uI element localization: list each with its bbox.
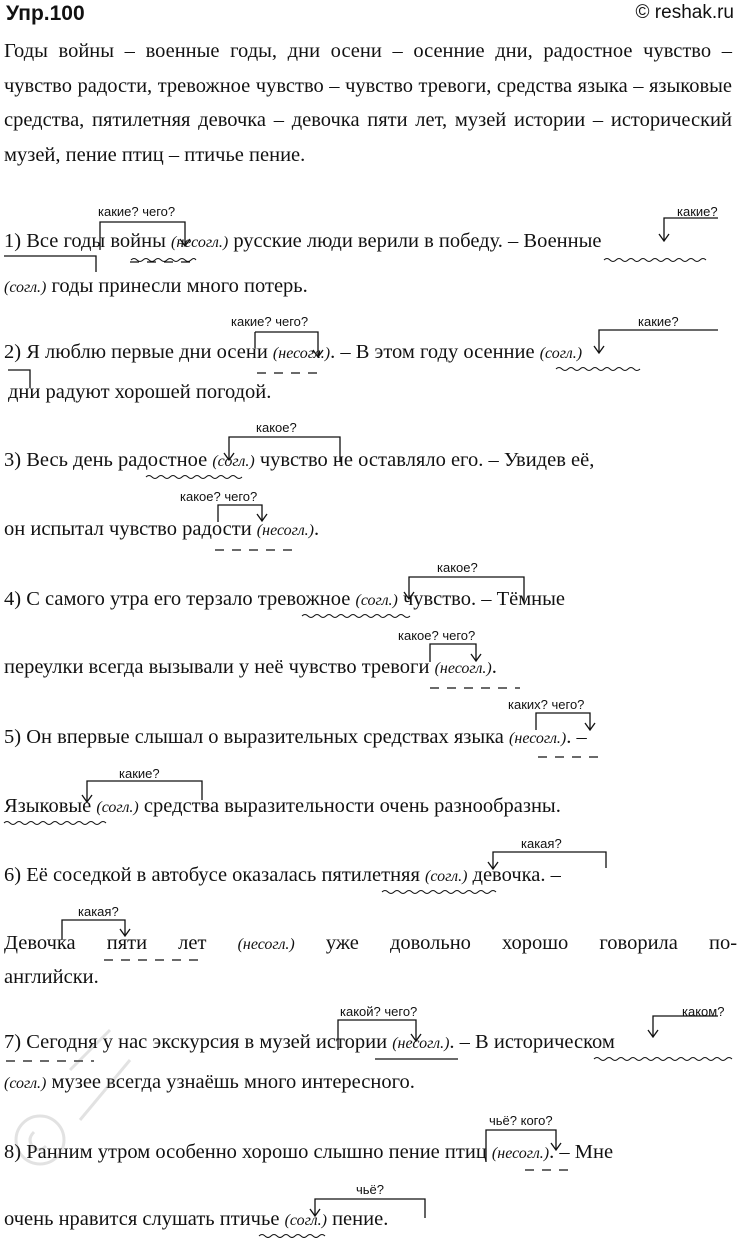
question-label: какие? bbox=[638, 314, 679, 329]
type-mark: (несогл.) bbox=[509, 730, 567, 747]
sentence-7b: (согл.) музее всегда узнаёшь много интересного. bbox=[4, 1071, 415, 1093]
dependent-word: осенние bbox=[463, 341, 535, 363]
question-label: каких? чего? bbox=[508, 697, 585, 712]
copyright: © reshak.ru bbox=[635, 2, 734, 23]
type-mark: (несогл.) bbox=[491, 1145, 550, 1162]
dependent-word: птиц bbox=[444, 1141, 487, 1163]
type-mark: (согл.) bbox=[212, 453, 255, 470]
sentence-7a: 7) Сегодня у нас экскурсия в музей истории (несогл.). – В историческом bbox=[4, 1031, 615, 1053]
type-mark: (согл.) bbox=[425, 868, 468, 885]
sentence-5b: Языковые (согл.) средства выразительности очень разнообразны. bbox=[4, 795, 561, 817]
dependent-word: истории bbox=[315, 1031, 388, 1053]
type-mark: (несогл.) bbox=[392, 1035, 450, 1052]
type-mark: (несогл.) bbox=[256, 522, 314, 539]
dependent-word: языка bbox=[453, 726, 504, 748]
type-mark: (согл.) bbox=[4, 1075, 47, 1092]
bracket-arrows bbox=[4, 218, 718, 1218]
dependent-word: пяти лет bbox=[106, 932, 207, 954]
type-mark: (согл.) bbox=[4, 279, 47, 296]
question-label: какое? чего? bbox=[398, 628, 476, 643]
sentence-8a: 8) Ранним утром особенно хорошо слышно пение птиц (несогл.). – Мне bbox=[4, 1141, 614, 1163]
exercise-title: Упр.100 bbox=[6, 2, 85, 25]
sentence-6c: английски. bbox=[4, 966, 99, 988]
question-label: какие? чего? bbox=[98, 204, 176, 219]
dependent-word: историческом bbox=[493, 1031, 615, 1053]
intro-paragraph: Годы войны – военные годы, дни осени – осенние дни, радостное чувство – чувство радости, тревожное чувство – чувство тревоги, средства языка – языковые средства, пятилетняя девочка – девочка пяти лет, музей истории – исторический музей, пение птиц – птичье пение. bbox=[4, 40, 732, 166]
question-label: какие? bbox=[677, 204, 718, 219]
question-label: какое? bbox=[256, 420, 297, 435]
question-label: какие? bbox=[119, 766, 160, 781]
dependent-word: тревожное bbox=[257, 588, 351, 610]
sentence-4b: переулки всегда вызывали у неё чувство тревоги (несогл.). bbox=[4, 656, 497, 678]
type-mark: (несогл.) bbox=[272, 345, 331, 362]
type-mark: (несогл.) bbox=[170, 234, 229, 251]
sentence-3a: 3) Весь день радостное (согл.) чувство не оставляло его. – Увидев её, bbox=[4, 449, 595, 471]
type-mark: (согл.) bbox=[355, 592, 398, 609]
question-label: какое? bbox=[437, 560, 478, 575]
question-label: какие? чего? bbox=[231, 314, 309, 329]
main-word: Девочка bbox=[4, 932, 76, 954]
sentence-4a: 4) С самого утра его терзало тревожное (согл.) чувство. – Тёмные bbox=[4, 588, 566, 610]
dependent-word: радостное bbox=[118, 449, 208, 471]
sentence-3b: он испытал чувство радости (несогл.). bbox=[4, 518, 320, 540]
question-label: какая? bbox=[521, 836, 562, 851]
sentence-1a: 1) Все годы войны (несогл.) русские люди верили в победу. – Военные bbox=[4, 230, 602, 252]
sentence-6a: 6) Её соседкой в автобусе оказалась пятилетняя (согл.) девочка. – bbox=[4, 864, 561, 886]
dependent-word: осени bbox=[216, 341, 268, 363]
sentence-2b: дни радуют хорошей погодой. bbox=[8, 381, 272, 403]
question-label: какое? чего? bbox=[180, 489, 258, 504]
type-mark: (согл.) bbox=[539, 345, 583, 362]
dependent-word: пятилетняя bbox=[321, 864, 420, 886]
dependent-word: войны bbox=[110, 230, 166, 252]
type-mark: (несогл.) bbox=[237, 936, 295, 953]
dependent-word: Военные bbox=[523, 230, 602, 252]
type-mark: (согл.) bbox=[284, 1212, 327, 1229]
sentence-5a: 5) Он впервые слышал о выразительных средствах языка (несогл.). – bbox=[4, 726, 587, 748]
dependent-word: тревоги bbox=[361, 656, 430, 678]
dependent-word: радости bbox=[182, 518, 252, 540]
dependent-word: птичье bbox=[219, 1208, 280, 1230]
sentence-1b: (согл.) годы принесли много потерь. bbox=[4, 275, 308, 297]
dependent-word: Языковые bbox=[4, 795, 92, 817]
question-label: какая? bbox=[78, 904, 119, 919]
sentence-8b: очень нравится слушать птичье (согл.) пение. bbox=[4, 1208, 389, 1230]
sentence-2a: 2) Я люблю первые дни осени (несогл.). – В этом году осенние (согл.) bbox=[4, 341, 583, 363]
question-label: чьё? bbox=[356, 1182, 385, 1197]
type-mark: (несогл.) bbox=[434, 660, 492, 677]
type-mark: (согл.) bbox=[96, 799, 139, 816]
sentence-6b: Девочка пяти лет (несогл.) уже довольно хорошо говорила по- bbox=[4, 932, 738, 954]
question-label: чьё? кого? bbox=[489, 1113, 553, 1128]
question-label: каком? bbox=[682, 1004, 725, 1019]
question-label: какой? чего? bbox=[340, 1004, 418, 1019]
